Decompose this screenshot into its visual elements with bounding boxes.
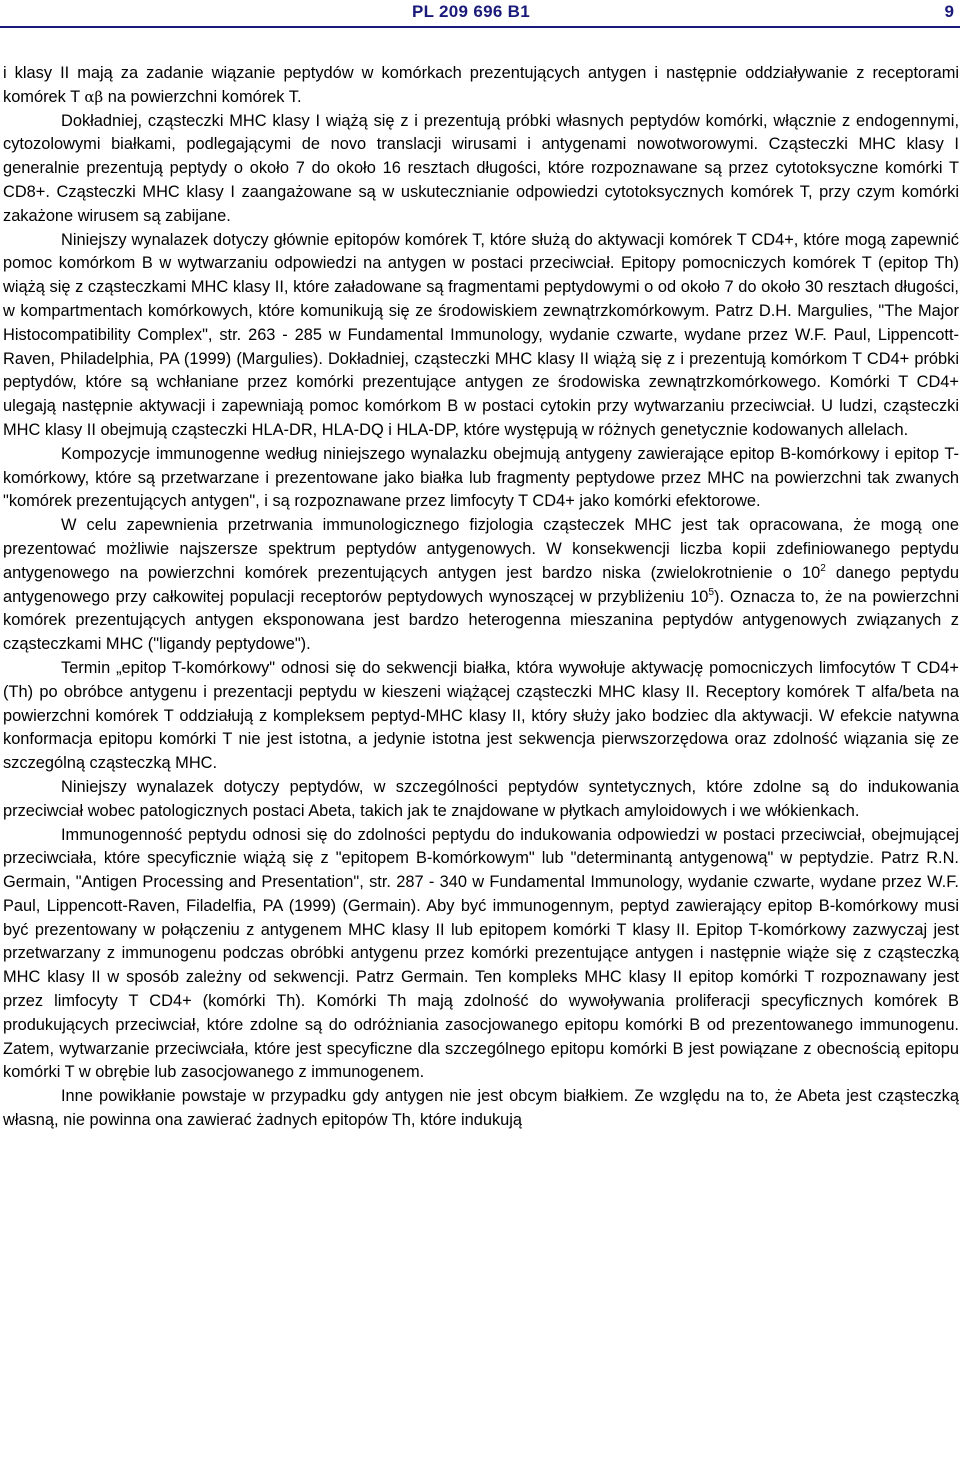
text-run: Termin „epitop T-komórkowy" odnosi się do sekwencji białka, która wywołuje aktywację pomocniczych limfocytów T CD4+ (Th) po obróbce antygenu i prezentacji peptydu w kieszeni wiążącej cząsteczki MHC klasy II. Receptory komórek T alfa/beta na powierzchni komórek T oddziałują z kompleksem peptyd-MHC klasy II, który służy jako bodziec dla aktywacji. W efekcie natywna konformacja epitopu komórki T nie jest istotna, a jedynie istotna jest sekwencja pierwszorzędowa oraz zdolność wiązania się ze szczególną cząsteczką MHC. bbox=[3, 658, 959, 773]
page-number: 9 bbox=[944, 2, 954, 21]
text-run: Immunogenność peptydu odnosi się do zdolności peptydu do indukowania odpowiedzi w postaci przeciwciał, obejmującej przeciwciała, które specyficznie wiążą się z "epitopem B-komórkowym" lub "determinantą antygenową" w peptydzie. Patrz R.N. Germain, "Antigen Processing and Presentation", str. 287 - 340 w Fundamental Immunology, wydanie czwarte, wydane przez W.F. Paul, Lippencott-Raven, Filadelfia, PA (1999) (Germain). Aby być immunogennym, peptyd zawierający epitop B-komórkowy musi być prezentowany w połączeniu z antygenem MHC klasy II lub epitopem komórki T klasy II. Epitop T-komórkowy zazwyczaj jest przetwarzany z immunogenu podczas obróbki antygenu przez komórki prezentujące antygen i następnie wiąże się z cząsteczką MHC klasy II w sposób zależny od sekwencji. Patrz Germain. Ten kompleks MHC klasy II epitop komórki T rozpoznawany jest przez limfocyty T CD4+ (komórki Th). Komórki Th mają zdolność do wywoływania proliferacji specyficznych komórek B produkujących przeciwciał, które zdolne są do odróżniania zasocjowanego epitopu komórki B od prezentowanego immunogenu. Zatem, wytwarzanie przeciwciała, które jest specyficzne dla szczególnego epitopu komórki B jest powiązane z obecnością epitopu komórki T w obrębie lub zasocjowanego z immunogenem. bbox=[3, 825, 959, 1082]
paragraph bbox=[3, 443, 959, 514]
text-run: danego peptydu antygenowego przy całkowitej populacji receptorów peptydowych wynoszącej w przybliżeniu 10 bbox=[3, 563, 959, 606]
paragraph bbox=[3, 657, 959, 776]
text-run: Dokładniej, cząsteczki MHC klasy I wiążą się z i prezentują próbki własnych peptydów komórki, włącznie z endogennymi, cytozolowymi białkami, podlegającymi de novo translacji wirusami i antygenami nowotworowymi. Cząsteczki MHC klasy I generalnie prezentują peptydy o około 7 do około 16 resztach długości, które rozpoznawane są przez cytotoksyczne komórki T CD8+. Cząsteczki MHC klasy I zaangażowane są w uskutecznianie odpowiedzi cytotoksycznych komórek T, przy czym komórki zakażone wirusem są zabijane. bbox=[3, 111, 959, 225]
greek-symbol: αβ bbox=[84, 87, 104, 106]
paragraph bbox=[3, 824, 959, 1086]
page-header bbox=[0, 0, 960, 24]
text-run: Niniejszy wynalazek dotyczy peptydów, w szczególności peptydów syntetycznych, które zdolne są do indukowania przeciwciał wobec patologicznych postaci Abeta, takich jak te znajdowane w płytkach amyloidowych i we włókienkach. bbox=[3, 777, 959, 820]
paragraph bbox=[3, 229, 959, 443]
superscript: 2 bbox=[820, 562, 826, 574]
text-run: Niniejszy wynalazek dotyczy głównie epitopów komórek T, które służą do aktywacji komórek T CD4+, które mogą zapewnić pomoc komórkom B w wytwarzaniu odpowiedzi na antygen w postaci przeciwciał. Epitopy pomocniczych komórek T (epitop Th) wiążą się z cząsteczkami MHC klasy II, które załadowane są fragmentami peptydowymi o od około 7 do około 30 resztach długości, w kompartmentach komórkowych, które komunikują się ze środowiskiem zewnątrzkomórkowym. Patrz D.H. Margulies, "The Major Histocompatibility Complex", str. 263 - 285 w Fundamental Immunology, wydanie czwarte, wydane przez W.F. Paul, Lippencott-Raven, Philadelphia, PA (1999) (Margulies). Dokładniej, cząsteczki MHC klasy II wiążą się z i prezentują komórkom T CD4+ próbki peptydów, które są wchłaniane przez komórki prezentujące antygen ze środowiska zewnątrzkomórkowego. Komórki T CD4+ ulegają następnie aktywacji i zapewniają pomoc komórkom B w postaci cytokin przy wytwarzaniu przeciwciał. U ludzi, cząsteczki MHC klasy II obejmują cząsteczki HLA-DR, HLA-DQ i HLA-DP, które występują w różnych genetycznie kodowanych allelach. bbox=[3, 230, 959, 439]
paragraph bbox=[3, 110, 959, 229]
document-body bbox=[3, 62, 959, 1133]
paragraph bbox=[3, 1085, 959, 1133]
superscript: 5 bbox=[708, 586, 714, 598]
text-run: i klasy II mają za zadanie wiązanie peptydów w komórkach prezentujących antygen i następnie oddziaływanie z receptorami komórek T bbox=[3, 64, 959, 106]
paragraph bbox=[3, 62, 959, 110]
text-run: Inne powikłanie powstaje w przypadku gdy antygen nie jest obcym białkiem. Ze względu na to, że Abeta jest cząsteczką własną, nie powinna ona zawierać żadnych epitopów Th, które indukują bbox=[3, 1087, 959, 1130]
paragraph bbox=[3, 514, 959, 657]
text-run: Kompozycje immunogenne według niniejszego wynalazku obejmują antygeny zawierające epitop B-komórkowy i epitop T-komórkowy, które są przetwarzane i prezentowane jako białka lub fragmenty peptydowe przez MHC na powierzchni tak zwanych "komórek prezentujących antygen", i są rozpoznawane przez limfocyty T CD4+ jako komórki efektorowe. bbox=[3, 444, 959, 511]
text-run: na powierzchni komórek T. bbox=[103, 87, 302, 106]
text-run: ). Oznacza to, że na powierzchni komórek prezentujących antygen eksponowana jest bardzo heterogenna mieszanina peptydów antygenowych związanych z cząsteczkami MHC ("ligandy peptydowe"). bbox=[3, 587, 960, 654]
text-run: W celu zapewnienia przetrwania immunologicznego fizjologia cząsteczek MHC jest tak opracowana, że mogą one prezentować możliwie najszersze spektrum peptydów antygenowych. W konsekwencji liczba kopii zdefiniowanego peptydu antygenowego na powierzchni komórek prezentujących antygen jest bardzo niska (zwielokrotnienie o 10 bbox=[3, 516, 959, 582]
header-rule bbox=[0, 26, 960, 28]
paragraph bbox=[3, 776, 959, 824]
document-id: PL 209 696 B1 bbox=[412, 2, 530, 21]
